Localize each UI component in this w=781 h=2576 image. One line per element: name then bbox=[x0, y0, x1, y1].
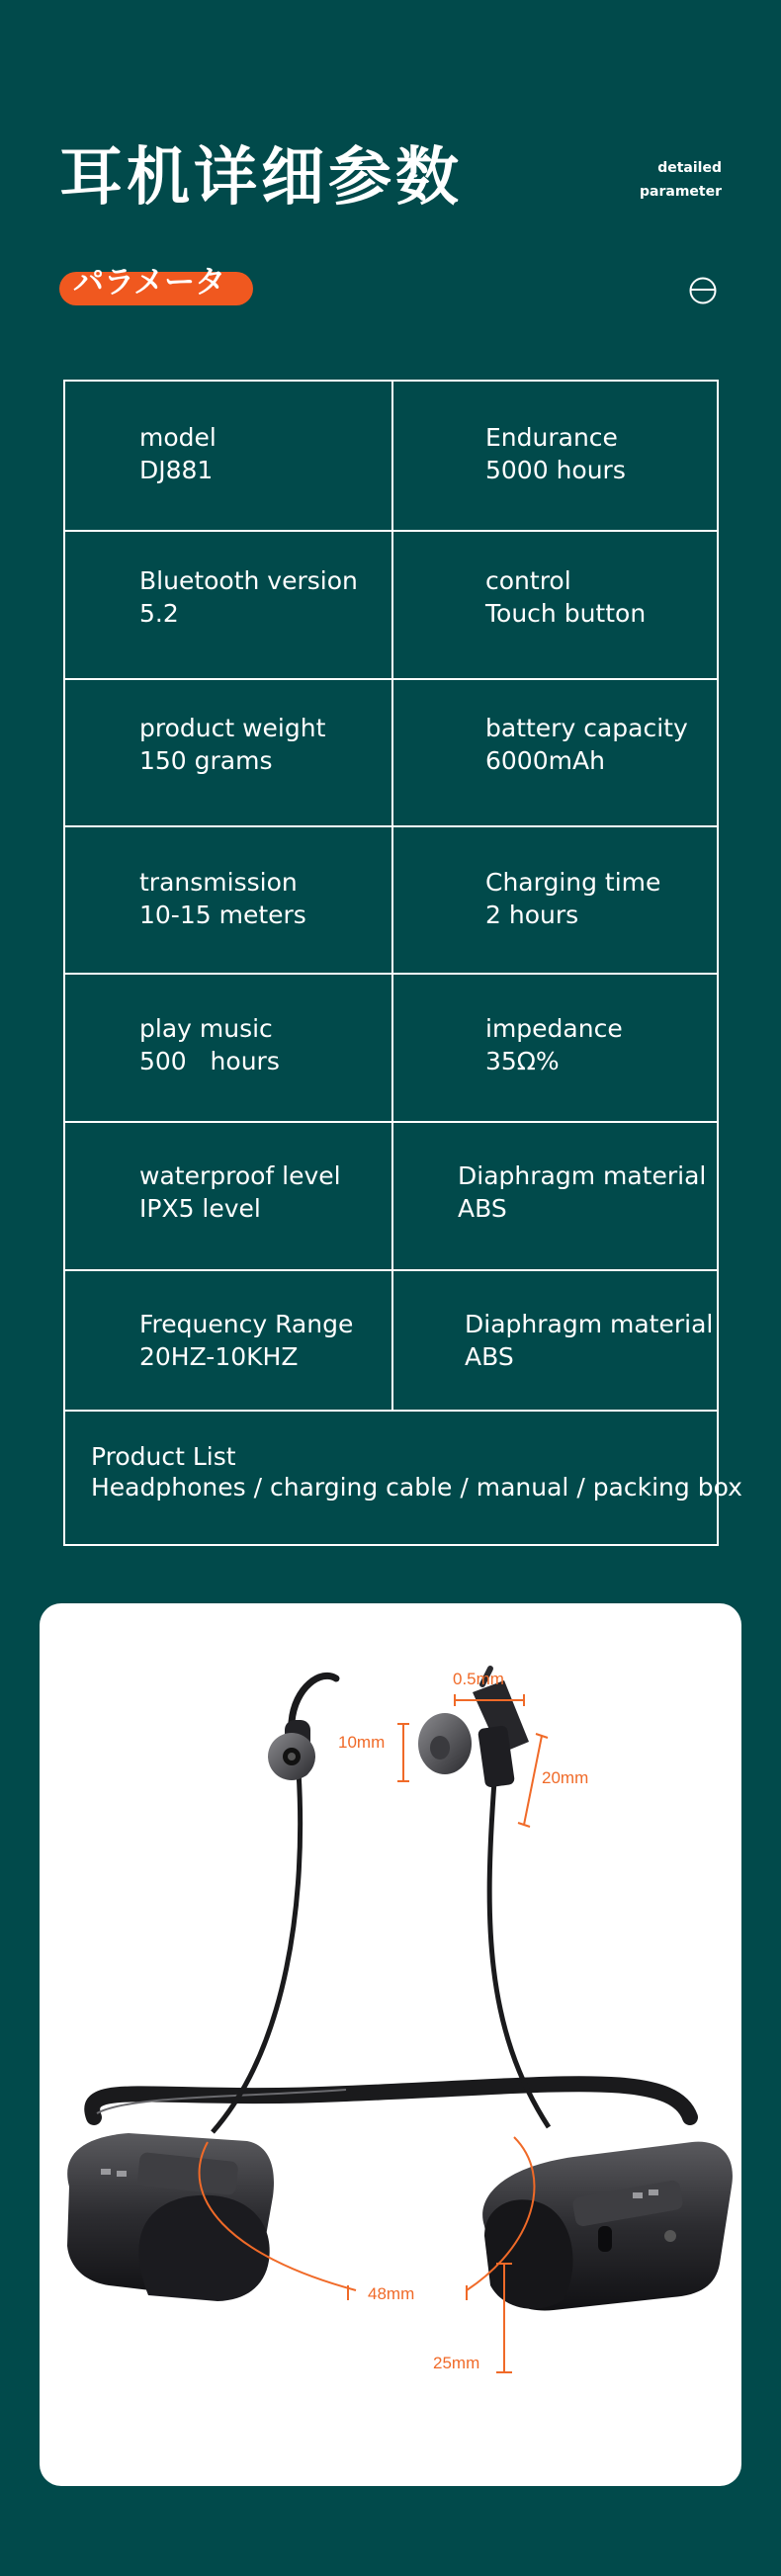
dim-earbud-length: 20mm bbox=[542, 1768, 589, 1787]
section-tag bbox=[59, 265, 253, 305]
dim-neckband-gap: 48mm bbox=[368, 2284, 415, 2303]
spec-value: 500 hours bbox=[139, 1047, 280, 1075]
spec-label: control bbox=[485, 566, 571, 595]
spec-transmission bbox=[139, 866, 306, 931]
spec-product-weight bbox=[139, 712, 325, 777]
circle-icon bbox=[689, 277, 717, 304]
right-battery-module bbox=[482, 2142, 733, 2311]
table-column-divider bbox=[391, 382, 393, 1412]
spec-label: impedance bbox=[485, 1014, 623, 1043]
spec-value: 150 grams bbox=[139, 746, 273, 775]
spec-value: Touch button bbox=[485, 599, 647, 628]
spec-battery-capacity bbox=[485, 712, 688, 777]
spec-value: 6000mAh bbox=[485, 746, 605, 775]
subtitle-line-1: detailed bbox=[657, 160, 722, 176]
spec-diaphragm-material bbox=[458, 1159, 706, 1225]
spec-model bbox=[139, 421, 217, 486]
spec-impedance bbox=[485, 1012, 623, 1077]
spec-label: Endurance bbox=[485, 423, 618, 452]
spec-charging-time bbox=[485, 866, 660, 931]
spec-value: 10-15 meters bbox=[139, 901, 306, 929]
spec-value: 5.2 bbox=[139, 599, 179, 628]
spec-label: Charging time bbox=[485, 868, 661, 897]
spec-value: ABS bbox=[458, 1194, 507, 1223]
spec-label: Diaphragm material bbox=[458, 1161, 707, 1190]
section-tag-label: パラメータ bbox=[73, 265, 226, 301]
spec-label: Bluetooth version bbox=[139, 566, 358, 595]
spec-play-music bbox=[139, 1012, 280, 1077]
spec-label: play music bbox=[139, 1014, 273, 1043]
spec-value: 35Ω% bbox=[485, 1047, 560, 1075]
spec-value: 2 hours bbox=[485, 901, 579, 929]
spec-label: Diaphragm material bbox=[465, 1310, 714, 1338]
subtitle-line-2: parameter bbox=[640, 184, 722, 200]
neckband-headphones-illustration bbox=[40, 1603, 741, 2486]
page-title: 耳机详细参数 bbox=[59, 141, 463, 215]
left-battery-module bbox=[67, 2133, 274, 2301]
spec-label: transmission bbox=[139, 868, 298, 897]
subtitle bbox=[524, 156, 722, 204]
spec-table bbox=[63, 380, 742, 1546]
spec-bluetooth-version bbox=[139, 564, 358, 630]
spec-label: Frequency Range bbox=[139, 1310, 354, 1338]
spec-label: battery capacity bbox=[485, 714, 688, 742]
spec-value: DJ881 bbox=[139, 456, 214, 484]
product-image-card bbox=[40, 1603, 741, 2486]
spec-endurance bbox=[485, 421, 626, 486]
spec-label: waterproof level bbox=[139, 1161, 341, 1190]
spec-control bbox=[485, 564, 646, 630]
spec-label: product weight bbox=[139, 714, 326, 742]
spec-label: model bbox=[139, 423, 217, 452]
spec-value: ABS bbox=[465, 1342, 514, 1371]
dim-nozzle: 0.5mm bbox=[453, 1670, 504, 1688]
spec-value: 5000 hours bbox=[485, 456, 626, 484]
product-list bbox=[91, 1441, 742, 1503]
dim-module-height: 25mm bbox=[433, 2354, 480, 2372]
spec-waterproof-level bbox=[139, 1159, 341, 1225]
spec-value: 20HZ-10KHZ bbox=[139, 1342, 299, 1371]
spec-value: IPX5 level bbox=[139, 1194, 261, 1223]
product-list-label: Product List bbox=[91, 1442, 236, 1471]
spec-diaphragm-material-2 bbox=[465, 1308, 713, 1373]
dim-earbud-height: 10mm bbox=[338, 1733, 386, 1752]
spec-frequency-range bbox=[139, 1308, 353, 1373]
product-list-value: Headphones / charging cable / manual / packing box bbox=[91, 1473, 742, 1502]
